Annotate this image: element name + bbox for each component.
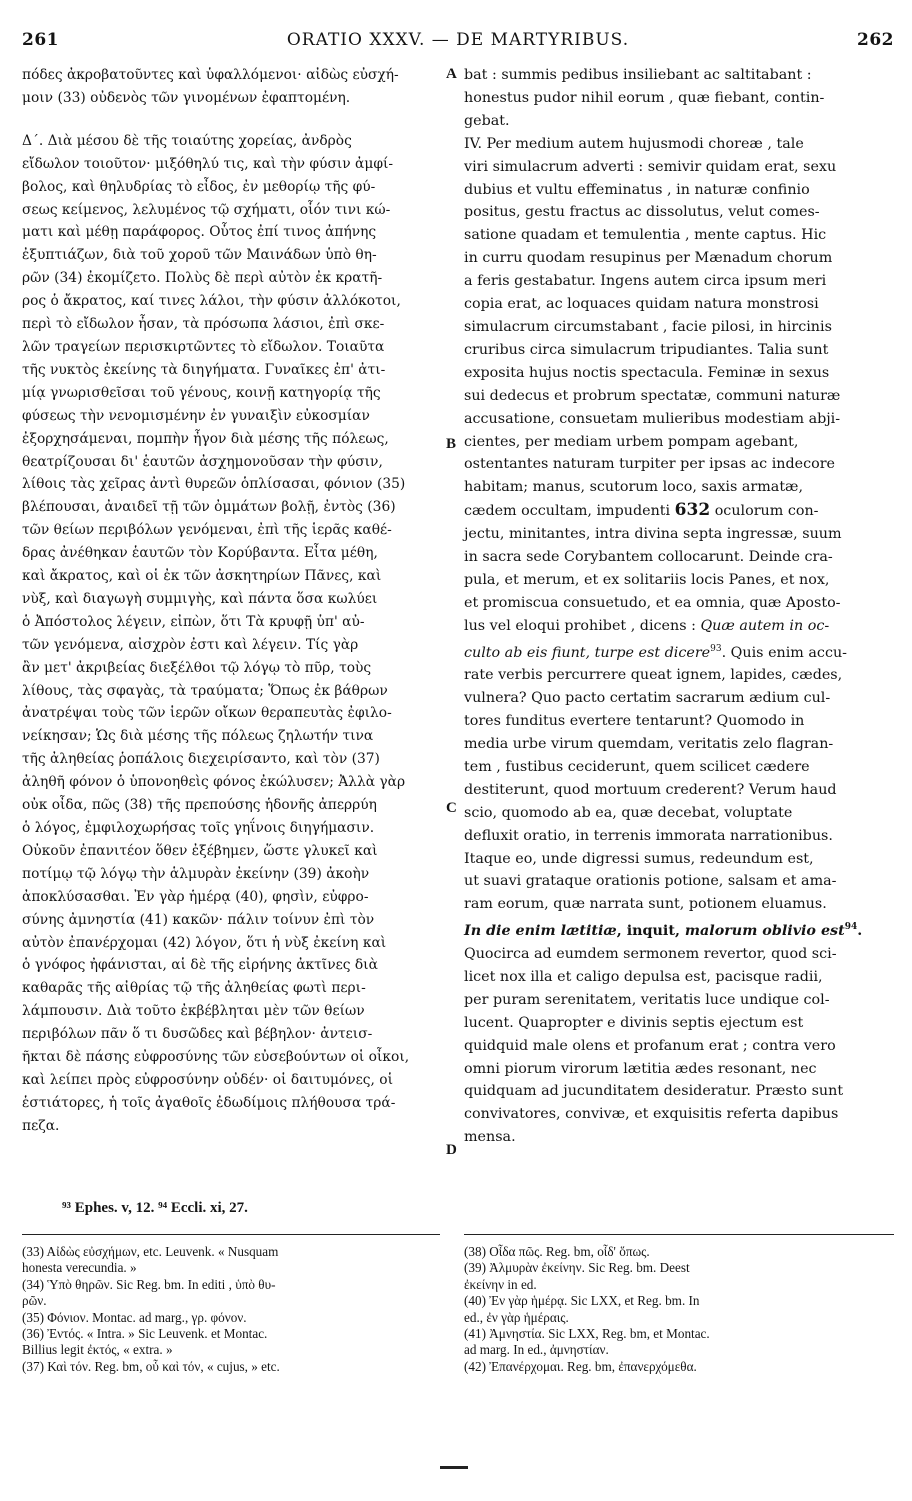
greek-text-line: ἂν μετ' ἀκριβείας διεξέλθοι τῷ λόγῳ τὸ πῦρ, τοὺς — [22, 659, 372, 676]
footnote-line: Billius legit ἐκτός, « extra. » — [22, 1342, 173, 1358]
footnote-rule-right — [464, 1234, 894, 1235]
greek-text-line: τῶν γενόμενα, αἰσχρὸν ἐστι καὶ λέγειν. Τίς γὰρ — [22, 636, 359, 653]
latin-text-line: tem , fustibus ceciderunt, quem scilicet cædere — [464, 758, 810, 775]
greek-text-line: φύσεως τὴν νενομισμένην ἐν γυναιξὶν εὐκοσμίαν — [22, 407, 370, 424]
latin-text-line — [464, 638, 894, 665]
margin-letter-d: D — [446, 1142, 457, 1158]
page-number-right: 262 — [857, 30, 894, 50]
footnote-line: (38) Οἶδα πῶς. Reg. bm, οἶδ' ὅπως. — [464, 1244, 650, 1259]
greek-text-line: ἀποκλύσασθαι. Ἐν γὰρ ἡμέρᾳ (40), φησὶν, εὐφρο- — [22, 888, 369, 905]
greek-text-line: βολος, καὶ θηλυδρίας τὸ εἶδος, ἐν μεθορίῳ τῆς φύ- — [22, 178, 376, 195]
greek-text-column — [22, 64, 440, 1138]
greek-text-line: λίθους, τὰς σφαγὰς, τὰ τραύματα; Ὅπως ἐκ βάθρων — [22, 682, 388, 699]
latin-text-line: rate verbis percurrere queat ignem, lapides, cædes, — [464, 667, 843, 684]
latin-text-line: vulnera? Quo pacto certatim sacrarum ædium cul- — [464, 690, 831, 707]
greek-text-line: μίᾳ γνωρισθεῖσαι τοῦ γένους, κοινῇ κατηγορίᾳ τῆς — [22, 384, 381, 401]
latin-text-line: per puram serenitatem, veritatis luce undique col- — [464, 991, 830, 1008]
page-end-mark — [440, 1466, 468, 1469]
latin-text-fragment: cædem occultam, impudenti — [464, 503, 671, 520]
margin-letter-a: A — [446, 66, 457, 82]
greek-text-line: λῶν τραγείων περισκιρτῶντες τὸ εἴδωλον. Τοιαῦτα — [22, 338, 385, 355]
column-number: 632 — [674, 500, 711, 521]
latin-text-fragment: . — [857, 923, 863, 940]
greek-text-line: πόδες ἀκροβατοῦντες καὶ ὑφαλλόμενοι· αἰδὼς εὐσχή- — [22, 67, 399, 83]
footnote-rule-left — [22, 1234, 440, 1235]
footnote-line: ad marg. In ed., ἀμνηστίαν. — [464, 1342, 609, 1358]
latin-text-line: accusatione, consuetam mulieribus modestiam abji- — [464, 410, 841, 427]
greek-text-line: ὁ λόγος, ἐμφιλοχωρήσας τοῖς γηΐνοις διηγήμασιν. — [22, 820, 375, 836]
footnotes-left — [22, 1244, 440, 1375]
latin-text-line: mensa. — [464, 1129, 516, 1146]
latin-text-line — [464, 916, 894, 943]
latin-text-line: Itaque eo, unde digressi sumus, redeundum est, — [464, 850, 814, 867]
latin-text-line: jectu, minitantes, intra divina septa ingressæ, suum — [464, 526, 842, 543]
latin-text-line: scio, quomodo ab ea, quæ decebat, voluptate — [464, 804, 793, 821]
latin-text-line: viri simulacrum adverti : semivir quidam erat, sexu — [464, 158, 837, 175]
latin-text-line: omni piorum virorum lætitia ædes resonant, nec — [464, 1060, 817, 1077]
footnote-marker: 94 — [844, 922, 858, 933]
latin-text-line: lucent. Quapropter e divinis septis ejectum est — [464, 1014, 804, 1031]
footnote-line: ed., ἐν γὰρ ἡμέραις. — [464, 1309, 569, 1325]
latin-text-line: cientes, per mediam urbem pompam agebant, — [464, 433, 799, 450]
greek-text-line: τῆς νυκτὸς ἐκείνης τὰ διηγήματα. Γυναῖκες ἐπ' ἀτι- — [22, 361, 386, 378]
greek-text-line: ματι καὶ μέθῃ παράφορος. Οὗτος ἐπί τινος ἀπήνης — [22, 224, 377, 241]
latin-text-line: pula, et merum, et ex solitariis locis Panes, et nox, — [464, 571, 830, 588]
greek-text-line: καὶ ἄκρατος, καὶ οἱ ἐκ τῶν ἀσκητηρίων Πᾶνες, καὶ — [22, 568, 382, 585]
footnote-line: (41) Ἀμνηστία. Sic LXX, Reg. bm, et Montac. — [464, 1326, 710, 1342]
latin-text-line: copia erat, ac loquaces quidam natura monstrosi — [464, 296, 819, 313]
footnote-line: ρῶν. — [22, 1293, 47, 1309]
footnote-line: (35) Φόνιον. Montac. ad marg., γρ. φόνον. — [22, 1309, 247, 1325]
quotation: In die enim lætitiæ — [464, 923, 617, 940]
greek-text-line: δρας ἀνέθηκαν ἑαυτῶν τὸν Κορύβαντα. Εἶτα μέθη, — [22, 545, 378, 562]
latin-text-line: quidquam ad jucunditatem desideratur. Præsto sunt — [464, 1083, 844, 1100]
greek-text-line: εἴδωλον τοιοῦτον· μιξόθηλύ τις, καὶ τὴν φύσιν ἀμφί- — [22, 155, 394, 172]
margin-letter-b: B — [446, 436, 457, 452]
latin-text-column — [464, 64, 894, 1149]
greek-text-line: τῆς ἀληθείας ῥοπάλοις διεχειρίσαντο, καὶ τὸν (37) — [22, 751, 380, 768]
scripture-references: ⁹³ Ephes. v, 12. ⁹⁴ Eccli. xi, 27. — [62, 1200, 248, 1216]
footnote-line: (40) Ἐν γὰρ ἡμέρᾳ. Sic LXX, et Reg. bm. In — [464, 1293, 700, 1309]
latin-text-line: tores funditus evertere tentarunt? Quomodo in — [464, 713, 805, 730]
greek-text-line: ἐξορχησάμεναι, πομπὴν ἦγον διὰ μέσης τῆς πόλεως, — [22, 430, 389, 447]
greek-text-line: σεως κείμενος, λελυμένος τῷ σχήματι, οἷόν τινι κώ- — [22, 201, 391, 218]
greek-text-line: ὁ γνόφος ἠφάνισται, αἱ δὲ τῆς εἰρήνης ἀκτῖνες διὰ — [22, 957, 378, 974]
latin-text-line: simulacrum circumstabant , facie pilosi, in hircinis — [464, 318, 832, 335]
greek-text-line: θεατρίζουσαι δι' ἑαυτῶν ἀσχημονοῦσαν τὴν φύσιν, — [22, 453, 383, 470]
greek-text-line: νὺξ, καὶ διαγωγὴ συμμιγὴς, καὶ πάντα ὅσα κωλύει — [22, 590, 378, 607]
latin-text-fragment: oculorum con- — [714, 503, 819, 520]
footnote-marker: 93 — [710, 643, 722, 654]
greek-text-line: ὁ Ἀπόστολος λέγειν, εἰπὼν, ὅτι Τὰ κρυφῇ ὑπ' αὐ- — [22, 613, 365, 630]
latin-text-line: in curru quodam resupinus per Mænadum chorum — [464, 250, 833, 267]
latin-text-fragment: , inquit, — [616, 923, 680, 940]
greek-text-line: τῶν θείων περιβόλων γενόμεναι, ἐπὶ τῆς ἱερᾶς καθέ- — [22, 522, 392, 539]
latin-text-line: exposita hujus noctis spectacula. Feminæ in sexus — [464, 364, 830, 381]
greek-text-line: βλέπουσαι, ἀναιδεῖ τῇ τῶν ὀμμάτων βολῇ, ἐντὸς (36) — [22, 499, 396, 516]
latin-text-line: satione quadam et temulentia , mente captus. Hic — [464, 227, 827, 244]
greek-text-line: λάμπουσιν. Διὰ τοῦτο ἐκβέβληται μὲν τῶν θείων — [22, 1003, 365, 1020]
latin-text-line — [464, 499, 894, 523]
quotation: culto ab eis fiunt, turpe est dicere — [464, 644, 711, 661]
quotation: Quæ autem in oc- — [700, 617, 830, 634]
greek-text-line: Οὐκοῦν ἐπανιτέον ὅθεν ἐξέβημεν, ὥστε γλυκεῖ καὶ — [22, 842, 378, 859]
latin-text-line: a feris gestabatur. Ingens autem circa ipsum meri — [464, 273, 827, 290]
latin-text-line: in sacra sede Corybantem collocarunt. Deinde cra- — [464, 549, 833, 566]
latin-text-line: destiterunt, quod mortuum crederent? Verum haud — [464, 781, 837, 798]
latin-text-line: ostentantes naturam turpiter per ipsas ac indecore — [464, 456, 836, 473]
latin-text-line: convivatores, convivæ, et exquisitis referta dapibus — [464, 1106, 839, 1123]
latin-text-line: et promiscua consuetudo, et ea omnia, quæ Aposto- — [464, 594, 841, 611]
footnote-line: (36) Ἐντός. « Intra. » Sic Leuvenk. et Montac. — [22, 1326, 268, 1342]
latin-text-line: ram eorum, quæ narrata sunt, potionem eluamus. — [464, 896, 827, 913]
footnote-line: (42) Ἐπανέρχομαι. Reg. bm, ἐπανερχόμεθα. — [464, 1358, 697, 1374]
greek-text-line: ῆκται δὲ πάσης εὐφροσύνης τῶν εὐσεβούντων οἱ οἶκοι, — [22, 1049, 410, 1066]
footnote-line: (34) Ὑπὸ θηρῶν. Sic Reg. bm. In editi , ὑπὸ θυ- — [22, 1276, 276, 1292]
latin-text-line: positus, gestu fractus ac dissolutus, velut comes- — [464, 204, 820, 221]
footnote-line: ἐκείνην in ed. — [464, 1276, 537, 1292]
greek-text-line: σύνης ἀμνηστία (41) κακῶν· πάλιν τοίνυν ἐπὶ τὸν — [22, 911, 375, 928]
greek-text-line: αὐτὸν ἐπανέρχομαι (42) λόγον, ὅτι ἡ νὺξ ἐκείνη καὶ — [22, 934, 387, 951]
latin-text-line: sui dedecus et probrum spectatæ, communi naturæ — [464, 387, 841, 404]
latin-text-line: ut suavi grataque orationis potione, salsam et ama- — [464, 873, 837, 890]
latin-text-fragment: . Quis enim accu- — [721, 644, 847, 661]
latin-text-line: cruribus circa simulacrum tripudiantes. Talia sunt — [464, 341, 829, 358]
latin-text-line: bat : summis pedibus insiliebant ac saltitabant : — [464, 67, 812, 83]
page-number-left: 261 — [22, 30, 59, 50]
greek-text-line: καθαρᾶς τῆς αἰθρίας τῷ τῆς ἀληθείας φωτὶ περι- — [22, 980, 366, 997]
latin-text-line — [464, 615, 894, 638]
latin-text-line: habitam; manus, scutorum loco, saxis armatæ, — [464, 479, 804, 496]
greek-text-line: ἐξυπτιάζων, διὰ τοῦ χοροῦ τῶν Μαινάδων ὑπὸ θη- — [22, 247, 377, 264]
greek-text-line: ρος ὁ ἄκρατος, καί τινες λάλοι, τὴν φύσιν ἀλλόκοτοι, — [22, 293, 401, 310]
page-header — [22, 30, 894, 56]
latin-text-line: honestus pudor nihil eorum , quæ fiebant, contin- — [464, 89, 825, 106]
latin-text-line: quidquid male olens et profanum erat ; contra vero — [464, 1037, 836, 1054]
footnote-line: (37) Καὶ τόν. Reg. bm, οὗ καὶ τόν, « cujus, » etc. — [22, 1358, 280, 1374]
greek-text-line: ρῶν (34) ἐκομίζετο. Πολὺς δὲ περὶ αὐτὸν ἐκ κρατῆ- — [22, 270, 383, 287]
greek-text-line: λίθοις τὰς χεῖρας ἀντὶ θυρεῶν ὁπλίσασαι, φόνιον (35) — [22, 476, 406, 493]
latin-text-line: IV. Per medium autem hujusmodi choreæ , tale — [464, 135, 804, 152]
latin-text-fragment: lus vel eloqui prohibet , dicens : — [464, 617, 696, 634]
greek-text-line: νείκησαν; Ὡς διὰ μέσης τῆς πόλεως ζηλωτήν τινα — [22, 728, 374, 745]
footnote-line: honesta verecundia. » — [22, 1260, 137, 1276]
paragraph-gap — [22, 110, 440, 130]
greek-text-line: περὶ τὸ εἴδωλον ἦσαν, τὰ πρόσωπα λάσιοι, ἐπὶ σκε- — [22, 316, 385, 333]
latin-text-line: media urbe virum quemdam, veritatis zelo flagran- — [464, 736, 834, 753]
greek-text-line: ἑστιάτορες, ἡ τοῖς ἀγαθοῖς ἐδωδίμοις πλήθουσα τρά- — [22, 1094, 396, 1111]
greek-text-line: ἀληθῆ φόνον ὁ ὑπονοηθεὶς φόνος ἐκώλυσεν; Ἀλλὰ γὰρ — [22, 774, 406, 791]
greek-text-line: ἀνατρέψαι τοὺς τῶν ἱερῶν οἴκων θεραπευτὰς ἐφιλο- — [22, 705, 392, 722]
document-page — [22, 30, 894, 1480]
quotation: malorum oblivio est — [684, 923, 845, 940]
running-title: ORATIO XXXV. — DE MARTYRIBUS. — [286, 30, 630, 50]
footnotes-right — [464, 1244, 894, 1375]
greek-text-line: μοιν (33) οὐδενὸς τῶν γινομένων ἐφαπτομένη. — [22, 89, 351, 106]
footnote-line: (33) Αἰδὼς εὐσχήμων, etc. Leuvenk. « Nusquam — [22, 1244, 279, 1259]
greek-text-line: περιβόλων πᾶν ὅ τι δυσῶδες καὶ βέβηλον· ἀντεισ- — [22, 1026, 373, 1043]
greek-text-line: πεζα. — [22, 1117, 60, 1134]
margin-letter-c: C — [446, 800, 457, 816]
greek-text-line: οὐκ οἶδα, πῶς (38) τῆς πρεπούσης ἡδονῆς ἀπερρύη — [22, 797, 377, 814]
latin-text-line: Quocirca ad eumdem sermonem revertor, quod sci- — [464, 945, 837, 962]
greek-text-line: ποτίμῳ τῷ λόγῳ τὴν ἁλμυρὰν ἐκείνην (39) ἀκοὴν — [22, 865, 370, 882]
footnote-line: (39) Ἀλμυρὰν ἐκείνην. Sic Reg. bm. Deest — [464, 1260, 690, 1276]
greek-text-line: Δ΄. Διὰ μέσου δὲ τῆς τοιαύτης χορείας, ἀνδρὸς — [22, 132, 352, 149]
latin-text-line: licet nox illa et caligo depulsa est, pacisque radii, — [464, 968, 823, 985]
greek-text-line: καὶ λείπει πρὸς εὐφροσύνην οὐδέν· οἱ δαιτυμόνες, οἱ — [22, 1071, 393, 1088]
latin-text-line: gebat. — [464, 112, 510, 129]
latin-text-line: defluxit oratio, in terrenis immorata narrationibus. — [464, 827, 833, 844]
latin-text-line: dubius et vultu effeminatus , in naturæ confinio — [464, 181, 810, 198]
